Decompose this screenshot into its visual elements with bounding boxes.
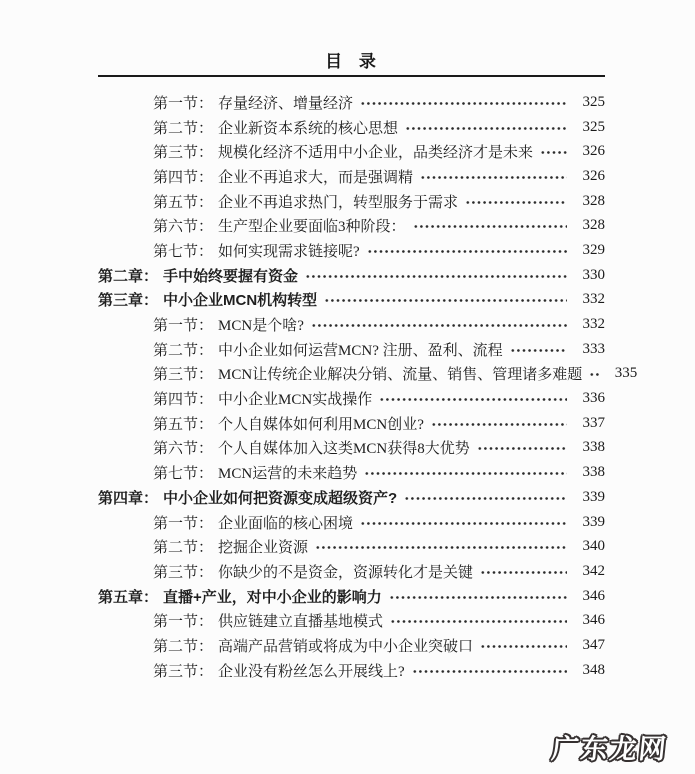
header-rule <box>98 75 605 77</box>
dot-leader <box>311 322 567 329</box>
entry-title: 中小企业MCN机构转型 <box>163 292 318 310</box>
toc-entry-section-2 <box>98 115 605 140</box>
toc-entry-section-16 <box>98 460 605 485</box>
toc-entry-chapter-9 <box>98 288 605 313</box>
entry-title: 直播+产业，对中小企业的影响力 <box>163 588 382 606</box>
entry-page-number: 338 <box>582 464 605 481</box>
entry-label: 第二节： <box>153 342 214 359</box>
toc-entry-chapter-8 <box>98 263 605 288</box>
dot-leader <box>367 248 567 255</box>
dot-leader <box>379 396 567 403</box>
toc-entry-section-10 <box>98 312 605 337</box>
toc-list <box>98 90 638 683</box>
toc-entry-section-14 <box>98 411 605 436</box>
entry-label: 第五节： <box>153 416 214 433</box>
dot-leader <box>510 347 567 354</box>
entry-page-number: 328 <box>582 192 605 209</box>
dot-leader <box>364 470 567 477</box>
toc-entry-section-19 <box>98 534 605 559</box>
entry-page-number: 339 <box>582 513 605 530</box>
dot-leader <box>360 100 567 107</box>
entry-label: 第三节： <box>153 145 214 162</box>
toc-entry-section-12 <box>98 362 638 387</box>
dot-leader <box>420 174 567 181</box>
entry-title: 中小企业MCN实战操作 <box>218 392 373 409</box>
dot-leader <box>431 421 567 428</box>
entry-page-number: 325 <box>582 93 605 110</box>
entry-label: 第四章： <box>98 489 159 507</box>
entry-page-number: 335 <box>614 365 638 382</box>
entry-label: 第五章： <box>98 588 159 606</box>
entry-page-number: 346 <box>582 612 605 629</box>
toc-entry-section-11 <box>98 337 605 362</box>
entry-label: 第一节： <box>153 95 214 112</box>
toc-entry-section-6 <box>98 213 605 238</box>
dot-leader <box>465 199 567 206</box>
entry-label: 第三节： <box>153 663 214 680</box>
dot-leader <box>412 668 567 675</box>
entry-page-number: 326 <box>582 167 605 184</box>
dot-leader <box>360 520 567 527</box>
entry-title: 生产型企业要面临3种阶段： <box>218 219 406 236</box>
entry-page-number: 342 <box>582 562 605 579</box>
watermark: 广东龙网 <box>550 734 670 765</box>
toc-entry-section-22 <box>98 608 605 633</box>
entry-label: 第三章： <box>98 292 159 310</box>
entry-title: 企业不再追求热门，转型服务于需求 <box>218 194 459 211</box>
entry-title: 企业面临的核心困境 <box>218 515 354 532</box>
entry-label: 第七节： <box>153 243 214 260</box>
entry-page-number: 348 <box>582 661 605 678</box>
dot-leader <box>480 569 567 576</box>
dot-leader <box>404 495 567 502</box>
toc-entry-section-18 <box>98 510 605 535</box>
entry-label: 第三节： <box>153 564 214 581</box>
entry-title: 存量经济、增量经济 <box>218 95 354 112</box>
entry-title: 企业没有粉丝怎么开展线上? <box>218 663 405 680</box>
entry-label: 第二章： <box>98 267 159 285</box>
entry-title: 中小企业如何运营MCN? 注册、盈利、流程 <box>218 342 503 359</box>
entry-title: MCN运营的未来趋势 <box>218 466 358 483</box>
entry-page-number: 328 <box>582 217 605 234</box>
entry-page-number: 337 <box>582 414 605 431</box>
entry-label: 第四节： <box>153 392 214 409</box>
toc-entry-section-3 <box>98 139 605 164</box>
entry-page-number: 347 <box>582 636 605 653</box>
entry-label: 第六节： <box>153 219 214 236</box>
dot-leader <box>480 643 567 650</box>
entry-title: 高端产品营销或将成为中小企业突破口 <box>218 638 474 655</box>
entry-title: 规模化经济不适用中小企业，品类经济才是未来 <box>218 145 534 162</box>
entry-page-number: 332 <box>582 316 605 333</box>
entry-label: 第五节： <box>153 194 214 211</box>
entry-page-number: 332 <box>582 291 605 308</box>
entry-label: 第四节： <box>153 169 214 186</box>
entry-label: 第二节： <box>153 120 214 137</box>
toc-entry-section-7 <box>98 238 605 263</box>
toc-entry-chapter-21 <box>98 584 605 609</box>
toc-entry-section-23 <box>98 633 605 658</box>
toc-entry-section-13 <box>98 386 605 411</box>
entry-title: 供应链建立直播基地模式 <box>218 614 384 631</box>
entry-label: 第六节： <box>153 441 214 458</box>
entry-label: 第七节： <box>153 466 214 483</box>
entry-label: 第三节： <box>153 367 214 384</box>
toc-entry-section-5 <box>98 189 605 214</box>
entry-label: 第二节： <box>153 638 214 655</box>
entry-page-number: 329 <box>582 241 605 258</box>
entry-label: 第二节： <box>153 540 214 557</box>
entry-title: 挖掘企业资源 <box>218 540 309 557</box>
toc-entry-section-1 <box>98 90 605 115</box>
page-title: 目 录 <box>325 52 378 71</box>
entry-page-number: 326 <box>582 143 605 160</box>
dot-leader <box>305 273 567 280</box>
entry-label: 第一节： <box>153 318 214 335</box>
entry-page-number: 325 <box>582 118 605 135</box>
entry-page-number: 333 <box>582 340 605 357</box>
dot-leader <box>405 125 567 132</box>
entry-title: 如何实现需求链接呢? <box>218 243 360 260</box>
entry-page-number: 336 <box>582 390 605 407</box>
entry-page-number: 338 <box>582 439 605 456</box>
dot-leader <box>477 445 567 452</box>
entry-page-number: 330 <box>582 266 605 283</box>
entry-title: 中小企业如何把资源变成超级资产? <box>163 489 398 507</box>
entry-label: 第一节： <box>153 515 214 532</box>
entry-title: 你缺少的不是资金，资源转化才是关键 <box>218 564 474 581</box>
dot-leader <box>315 544 567 551</box>
entry-title: 企业新资本系统的核心思想 <box>218 120 399 137</box>
entry-title: 个人自媒体如何利用MCN创业? <box>218 416 424 433</box>
toc-entry-section-20 <box>98 559 605 584</box>
dot-leader <box>540 149 567 156</box>
entry-title: 手中始终要握有资金 <box>163 267 299 285</box>
toc-entry-section-15 <box>98 436 605 461</box>
entry-page-number: 339 <box>582 488 605 505</box>
toc-entry-section-4 <box>98 164 605 189</box>
entry-title: 企业不再追求大，而是强调精 <box>218 169 414 186</box>
dot-leader <box>324 297 567 304</box>
toc-entry-chapter-17 <box>98 485 605 510</box>
entry-title: MCN让传统企业解决分销、流量、销售、管理诸多难题 <box>218 367 583 384</box>
entry-label: 第一节： <box>153 614 214 631</box>
toc-entry-section-24 <box>98 658 605 683</box>
entry-page-number: 340 <box>582 538 605 555</box>
dot-leader <box>589 371 599 378</box>
dot-leader <box>389 594 567 601</box>
dot-leader <box>413 223 567 230</box>
entry-title: MCN是个啥? <box>218 318 304 335</box>
entry-page-number: 346 <box>582 587 605 604</box>
dot-leader <box>390 618 567 625</box>
entry-title: 个人自媒体加入这类MCN获得8大优势 <box>218 441 470 458</box>
